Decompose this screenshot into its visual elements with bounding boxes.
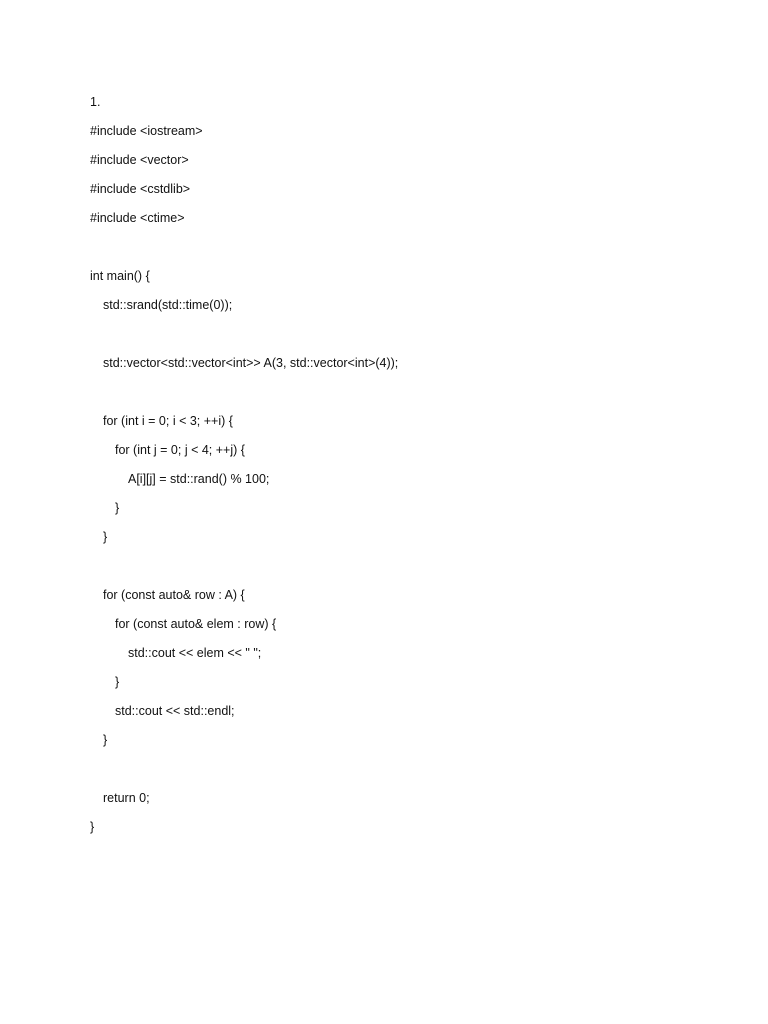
code-line: for (const auto& elem : row) {: [115, 617, 277, 631]
code-line: return 0;: [103, 791, 150, 805]
code-line: #include <cstdlib>: [90, 182, 191, 196]
code-line: std::cout << elem << " ";: [128, 646, 262, 660]
code-line: A[i][j] = std::rand() % 100;: [128, 472, 270, 486]
code-listing: [90, 88, 730, 842]
blank-line: [90, 755, 730, 784]
code-line: std::vector<std::vector<int>> A(3, std::vector<int>(4));: [103, 356, 399, 370]
code-line: int main() {: [90, 269, 150, 283]
code-line: }: [103, 530, 108, 544]
code-line: }: [115, 675, 120, 689]
code-line: }: [90, 820, 95, 834]
code-line: }: [115, 501, 120, 515]
code-line: std::srand(std::time(0));: [103, 298, 233, 312]
blank-line: [90, 378, 730, 407]
code-line: for (int j = 0; j < 4; ++j) {: [115, 443, 245, 457]
blank-line: [90, 233, 730, 262]
code-line: 1.: [90, 95, 101, 109]
code-line: #include <iostream>: [90, 124, 203, 138]
code-line: #include <vector>: [90, 153, 189, 167]
code-line: std::cout << std::endl;: [115, 704, 235, 718]
code-line: for (int i = 0; i < 3; ++i) {: [103, 414, 233, 428]
code-line: }: [103, 733, 108, 747]
blank-line: [90, 320, 730, 349]
code-line: #include <ctime>: [90, 211, 185, 225]
blank-line: [90, 552, 730, 581]
code-line: for (const auto& row : A) {: [103, 588, 245, 602]
